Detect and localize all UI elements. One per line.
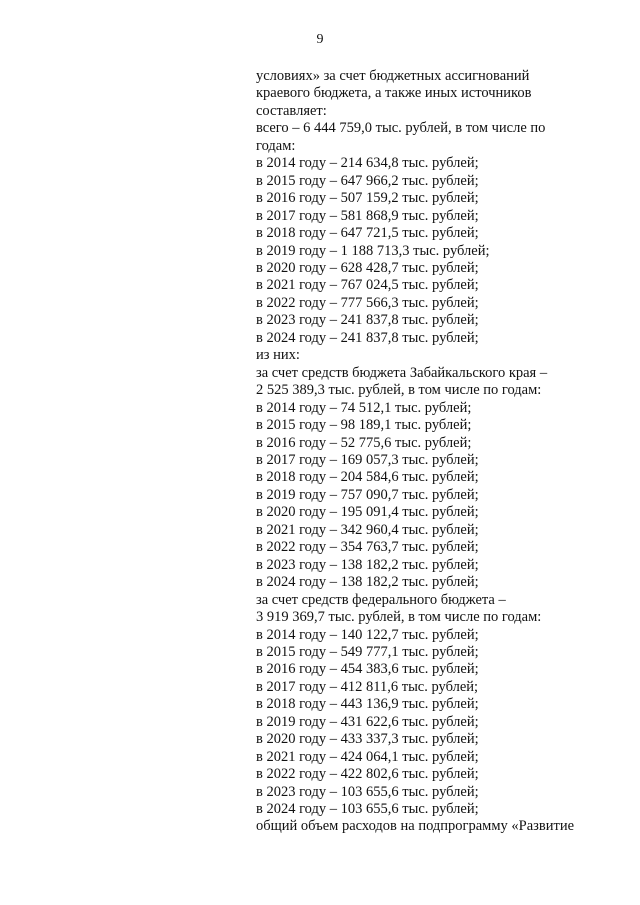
text-line: в 2021 году – 767 024,5 тыс. рублей;: [256, 277, 479, 294]
text-line: в 2022 году – 422 802,6 тыс. рублей;: [256, 766, 479, 783]
text-line: краевого бюджета, а также иных источников: [256, 85, 532, 102]
text-line: в 2015 году – 549 777,1 тыс. рублей;: [256, 643, 479, 660]
text-line: в 2019 году – 431 622,6 тыс. рублей;: [256, 713, 479, 730]
text-line: за счет средств бюджета Забайкальского края –: [256, 364, 548, 381]
text-line: в 2023 году – 138 182,2 тыс. рублей;: [256, 556, 479, 573]
text-line: в 2020 году – 433 337,3 тыс. рублей;: [256, 731, 479, 748]
text-line: в 2017 году – 581 868,9 тыс. рублей;: [256, 207, 479, 224]
text-line: в 2015 году – 647 966,2 тыс. рублей;: [256, 172, 479, 189]
text-line: в 2022 году – 354 763,7 тыс. рублей;: [256, 539, 479, 556]
text-line: из них:: [256, 347, 300, 364]
text-line: в 2014 году – 140 122,7 тыс. рублей;: [256, 626, 479, 643]
text-line: в 2014 году – 74 512,1 тыс. рублей;: [256, 399, 472, 416]
text-line: 3 919 369,7 тыс. рублей, в том числе по годам:: [256, 609, 542, 626]
text-line: всего – 6 444 759,0 тыс. рублей, в том числе по: [256, 120, 546, 137]
page-number: 9: [316, 32, 324, 47]
text-line: в 2017 году – 169 057,3 тыс. рублей;: [256, 451, 479, 468]
text-line: в 2021 году – 424 064,1 тыс. рублей;: [256, 748, 479, 765]
text-line: в 2020 году – 195 091,4 тыс. рублей;: [256, 504, 479, 521]
text-line: в 2019 году – 757 090,7 тыс. рублей;: [256, 486, 479, 503]
text-line: составляет:: [256, 102, 327, 119]
text-line: в 2021 году – 342 960,4 тыс. рублей;: [256, 521, 479, 538]
text-line: 2 525 389,3 тыс. рублей, в том числе по годам:: [256, 382, 542, 399]
text-line: в 2022 году – 777 566,3 тыс. рублей;: [256, 294, 479, 311]
text-line: в 2024 году – 138 182,2 тыс. рублей;: [256, 574, 479, 591]
text-line: в 2024 году – 241 837,8 тыс. рублей;: [256, 329, 479, 346]
text-line: в 2020 году – 628 428,7 тыс. рублей;: [256, 259, 479, 276]
text-line: в 2018 году – 443 136,9 тыс. рублей;: [256, 696, 479, 713]
text-line: в 2016 году – 52 775,6 тыс. рублей;: [256, 434, 472, 451]
text-line: в 2023 году – 103 655,6 тыс. рублей;: [256, 783, 479, 800]
text-line: годам:: [256, 137, 296, 154]
text-line: за счет средств федерального бюджета –: [256, 591, 506, 608]
text-line: в 2018 году – 204 584,6 тыс. рублей;: [256, 469, 479, 486]
text-line: в 2018 году – 647 721,5 тыс. рублей;: [256, 225, 479, 242]
body-text: [256, 68, 616, 836]
text-line: в 2019 году – 1 188 713,3 тыс. рублей;: [256, 242, 490, 259]
text-line: в 2014 году – 214 634,8 тыс. рублей;: [256, 155, 479, 172]
text-line: в 2015 году – 98 189,1 тыс. рублей;: [256, 417, 472, 434]
text-line: общий объем расходов на подпрограмму «Развитие: [256, 818, 575, 835]
text-line: в 2024 году – 103 655,6 тыс. рублей;: [256, 801, 479, 818]
text-line: в 2016 году – 454 383,6 тыс. рублей;: [256, 661, 479, 678]
text-line: в 2023 году – 241 837,8 тыс. рублей;: [256, 312, 479, 329]
text-line: в 2017 году – 412 811,6 тыс. рублей;: [256, 678, 479, 695]
text-line: условиях» за счет бюджетных ассигнований: [256, 68, 530, 84]
text-line: в 2016 году – 507 159,2 тыс. рублей;: [256, 190, 479, 207]
